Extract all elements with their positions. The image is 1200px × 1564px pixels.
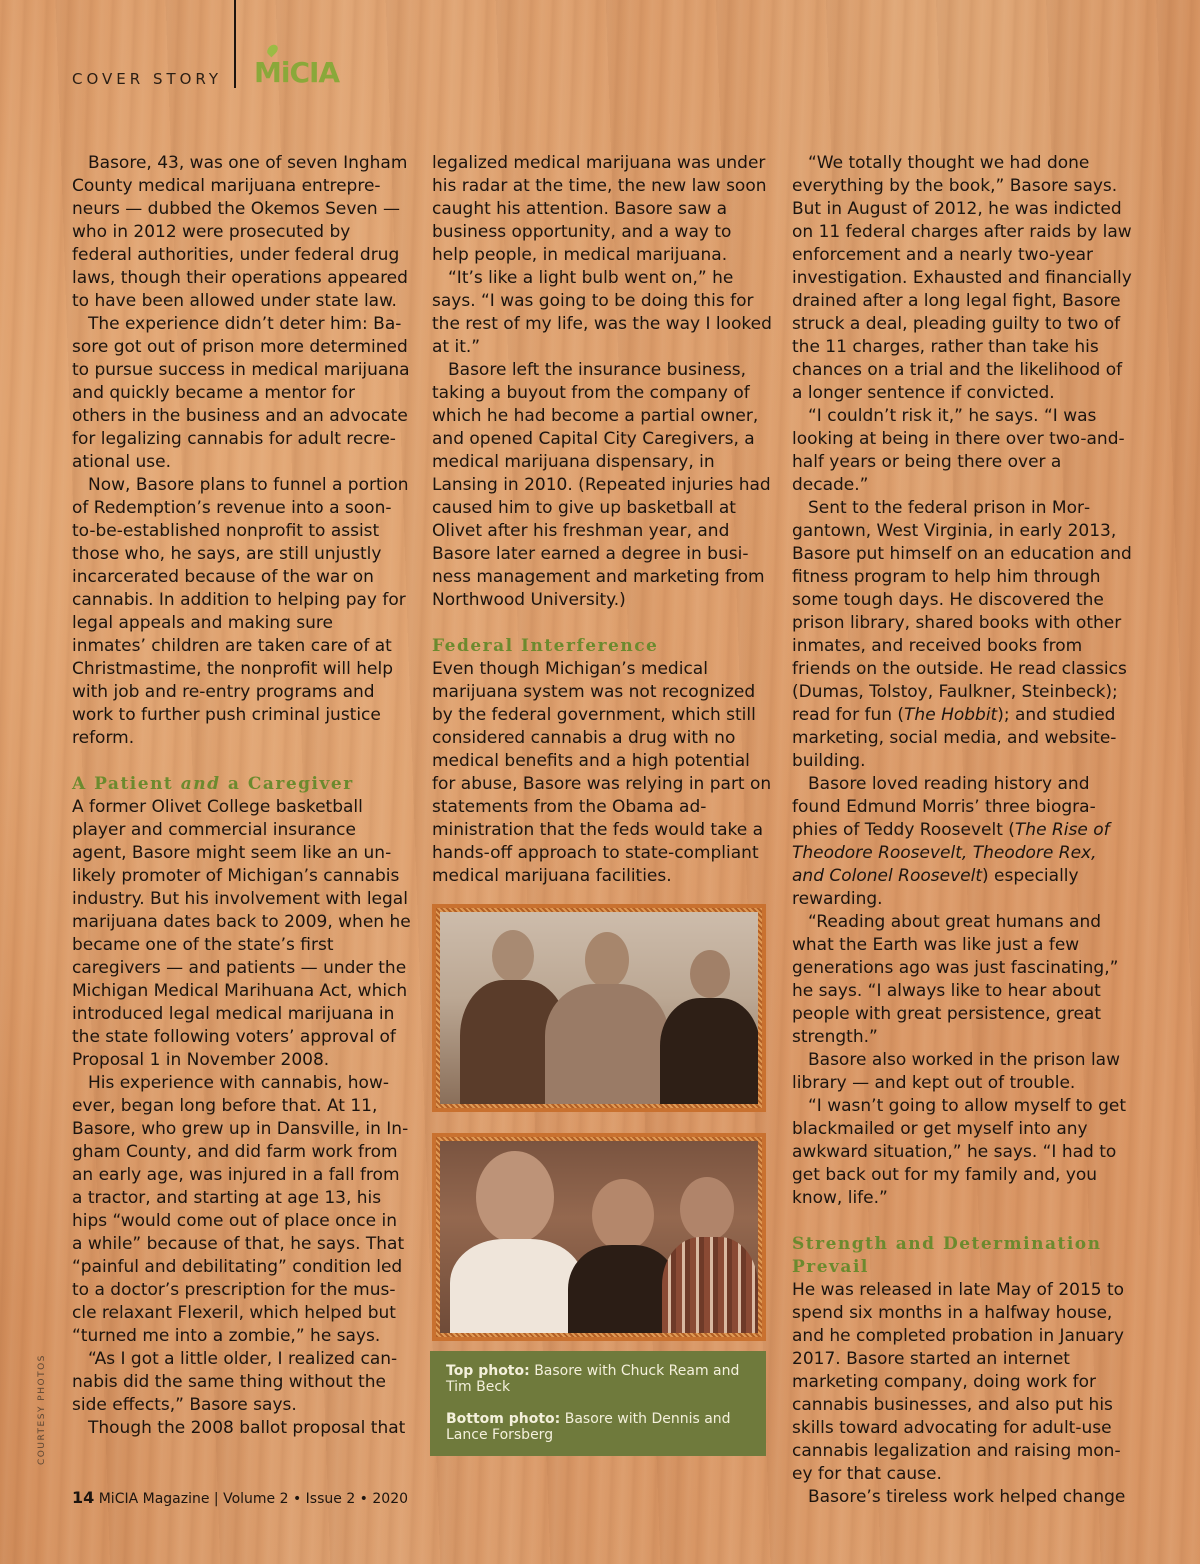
paragraph: His experience with cannabis, however, began long before that. At 11, Basore, who grew up in Dansville, in Ingham County, and did farm work from an early age, was injured in a fall from a tractor, and starting at age 13, his hips “would come out of place once in a while” because of that, he says. That “painful and debilitating” condition led to a doctor’s prescription for the muscle relaxant Flexeril, which helped but “turned me into a zombie,” he says. <box>72 1073 409 1346</box>
article-column-3 <box>792 152 1132 1509</box>
paragraph: He was released in late May of 2015 to spend six months in a halfway house, and he completed probation in January 2017. Basore started an internet marketing company, doing work for cannabis businesses, and also put his skills toward advocating for adult-use cannabis legalization and raising money for that cause. <box>792 1280 1125 1484</box>
paragraph: legalized medical marijuana was under his radar at the time, the new law soon caught his attention. Basore saw a business opportunity, and a way to help people, in medical marijuana. <box>432 153 767 265</box>
section-label: COVER STORY <box>72 70 223 88</box>
paragraph: Sent to the federal prison in Morgantown, West Virginia, in early 2013, Basore put himself on an education and fitness program to help him through some tough days. He discovered the prison library, shared books with other inmates, and received books from friends on the outside. He read classics (Dumas, Tolstoy, Faulkner, Steinbeck); read for fun (The Hobbit); and studied marketing, social media, and website-building. <box>792 498 1132 771</box>
micia-logo: MiCIA <box>254 56 339 89</box>
photo-credit: COURTESY PHOTOS <box>37 1354 47 1465</box>
page-number: 14 <box>72 1488 95 1507</box>
paragraph: A former Olivet College basketball player and commercial insurance agent, Basore might seem like an unlikely promoter of Michigan’s cannabis industry. But his involvement with legal marijuana dates back to 2009, when he became one of the state’s first caregivers — and patients — under the Michigan Medical Marihuana Act, which introduced legal medical marijuana in the state following voters’ approval of Proposal 1 in November 2008. <box>72 797 411 1070</box>
paragraph: “It’s like a light bulb went on,” he says. “I was going to be doing this for the rest of my life, was the way I looked at it.” <box>432 268 772 357</box>
paragraph: The experience didn’t deter him: Basore got out of prison more determined to pursue success in medical marijuana and quickly became a mentor for others in the business and an advocate for legalizing cannabis for adult recreational use. <box>72 314 410 472</box>
subhead-patient-caregiver: A Patient and a Caregiver <box>72 774 354 794</box>
paragraph: Even though Michigan’s medical marijuana system was not recognized by the federal government, which still considered cannabis a drug with no medical benefits and a high potential for abuse, Basore was relying in part on statements from the Obama administration that the feds would take a hands-off approach to state-compliant medical marijuana facilities. <box>432 659 772 886</box>
paragraph: Basore, 43, was one of seven Ingham County medical marijuana entrepreneurs — dubbed the Okemos Seven — who in 2012 were prosecuted by federal authorities, under federal drug laws, though their operations appeared to have been allowed under state law. <box>72 153 408 311</box>
paragraph: Now, Basore plans to funnel a portion of Redemption’s revenue into a soon-to-be-established nonprofit to assist those who, he says, are still unjustly incarcerated because of the war on cannabis. In addition to helping pay for legal appeals and making sure inmates’ children are taken care of at Christmastime, the nonprofit will help with job and re-entry programs and work to further push criminal justice reform. <box>72 475 409 748</box>
paragraph: “I wasn’t going to allow myself to get blackmailed or get myself into any awkward situation,” he says. “I had to get back out for my family and, you know, life.” <box>792 1096 1127 1208</box>
subhead-federal-interference: Federal Interference <box>432 636 659 656</box>
subhead-strength-determination: Strength and Determination Prevail <box>792 1234 1102 1277</box>
photo-caption: Top photo: Basore with Chuck Ream and Tim Beck Bottom photo: Basore with Dennis and Lance Forsberg <box>430 1351 766 1456</box>
paragraph: Though the 2008 ballot proposal that <box>88 1418 406 1438</box>
footer-text: MiCIA Magazine | Volume 2 • Issue 2 • 2020 <box>98 1491 409 1507</box>
paragraph: “We totally thought we had done everything by the book,” Basore says. But in August of 2012, he was indicted on 11 federal charges after raids by law enforcement and a nearly two-year investigation. Exhausted and financially drained after a long legal fight, Basore struck a deal, pleading guilty to two of the 11 charges, rather than take his chances on a trial and the likelihood of a longer sentence if convicted. <box>792 153 1132 403</box>
paragraph: Basore also worked in the prison law library — and kept out of trouble. <box>792 1050 1120 1093</box>
page-footer <box>72 1488 408 1507</box>
header-divider <box>234 0 236 88</box>
article-column-1 <box>72 152 412 1440</box>
paragraph: Basore loved reading history and found Edmund Morris’ three biographies of Teddy Roosevelt (The Rise of Theodore Roosevelt, Theodore Rex, and Colonel Roosevelt) especially rewarding. <box>792 774 1110 909</box>
photo-top <box>432 904 766 1112</box>
paragraph: “I couldn’t risk it,” he says. “I was looking at being in there over two-and-half years or being there over a decade.” <box>792 406 1125 495</box>
paragraph: “As I got a little older, I realized cannabis did the same thing without the side effects,” Basore says. <box>72 1349 398 1415</box>
article-column-2 <box>432 152 772 888</box>
paragraph: “Reading about great humans and what the Earth was like just a few generations ago was just fascinating,” he says. “I always like to hear about people with great persistence, great strength.” <box>792 912 1119 1047</box>
photo-basore-ream-beck <box>440 912 758 1104</box>
paragraph: Basore left the insurance business, taking a buyout from the company of which he had become a partial owner, and opened Capital City Caregivers, a medical marijuana dispensary, in Lansing in 2010. (Repeated injuries had caused him to give up basketball at Olivet after his freshman year, and Basore later earned a degree in business management and marketing from Northwood University.) <box>432 360 771 610</box>
photo-basore-forsberg <box>440 1141 758 1333</box>
photo-bottom <box>432 1133 766 1341</box>
paragraph: Basore’s tireless work helped change <box>808 1487 1126 1507</box>
